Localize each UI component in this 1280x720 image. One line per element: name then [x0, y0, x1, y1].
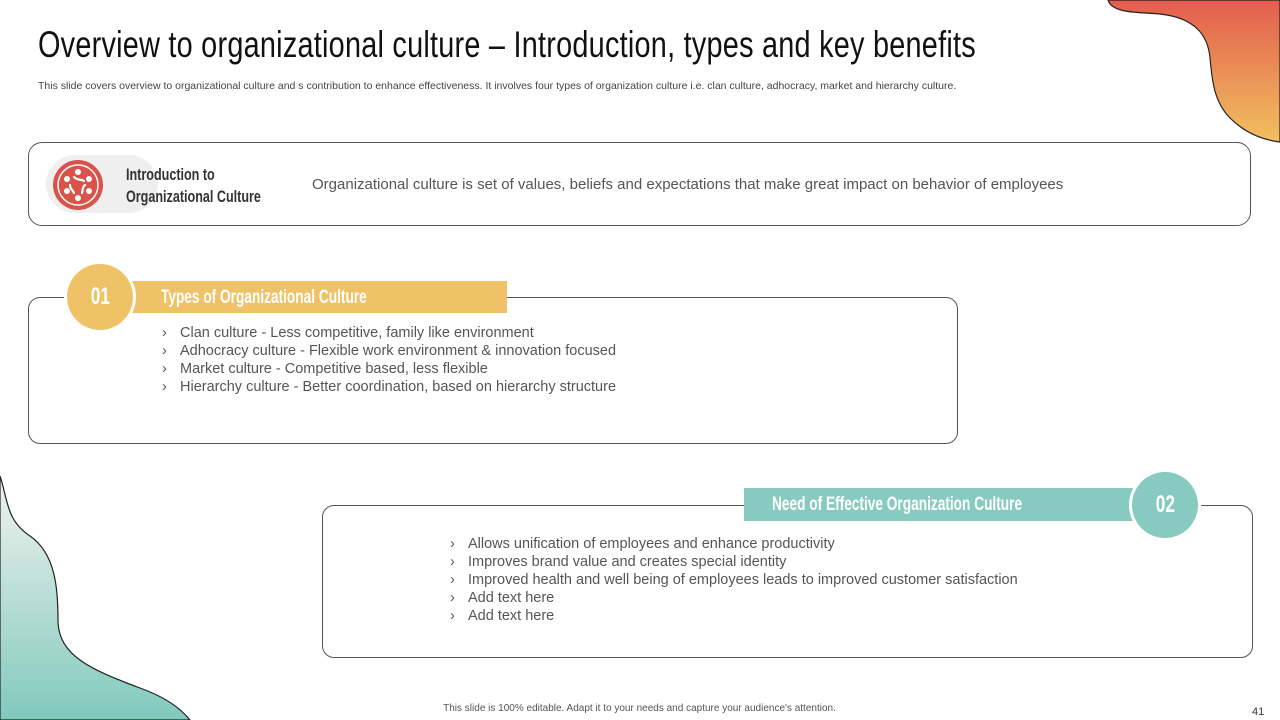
list-item: › Add text here: [450, 608, 1018, 626]
list-item: › Market culture - Competitive based, less flexible: [162, 361, 616, 379]
list-item: › Improves brand value and creates special identity: [450, 554, 1018, 572]
list-item: › Clan culture - Less competitive, family like environment: [162, 325, 616, 343]
slide-title: Overview to organizational culture – Introduction, types and key benefits: [38, 24, 976, 65]
top-right-decorative-blob: [1100, 0, 1280, 145]
bottom-left-decorative-blob: [0, 470, 200, 720]
intro-description: Organizational culture is set of values, beliefs and expectations that make great impact on behavior of employees: [312, 176, 1064, 193]
types-number: 01: [90, 283, 110, 310]
need-number: 02: [1155, 491, 1175, 518]
intro-heading: [126, 164, 261, 208]
need-list: [450, 536, 1018, 626]
need-number-circle: [1132, 472, 1198, 538]
slide-subtitle: This slide covers overview to organizational culture and s contribution to enhance effectiveness. It involves four types of organization culture i.e. clan culture, adhocracy, market and hierarchy culture.: [38, 80, 957, 92]
list-item: › Adhocracy culture - Flexible work environment & innovation focused: [162, 343, 616, 361]
people-circle-icon: [52, 159, 104, 211]
list-item: › Improved health and well being of employees leads to improved customer satisfaction: [450, 572, 1018, 590]
intro-heading-line2: Organizational Culture: [126, 187, 261, 206]
types-list: [162, 325, 616, 397]
page-number: 41: [1252, 706, 1265, 718]
types-heading: Types of Organizational Culture: [161, 287, 367, 308]
types-number-circle: [67, 264, 133, 330]
intro-heading-line1: Introduction to: [126, 165, 215, 184]
list-item: › Hierarchy culture - Better coordination, based on hierarchy structure: [162, 379, 616, 397]
list-item: › Add text here: [450, 590, 1018, 608]
footer-note: This slide is 100% editable. Adapt it to your needs and capture your audience's attention.: [443, 703, 836, 714]
list-item: › Allows unification of employees and enhance productivity: [450, 536, 1018, 554]
need-heading: Need of Effective Organization Culture: [772, 494, 1023, 515]
